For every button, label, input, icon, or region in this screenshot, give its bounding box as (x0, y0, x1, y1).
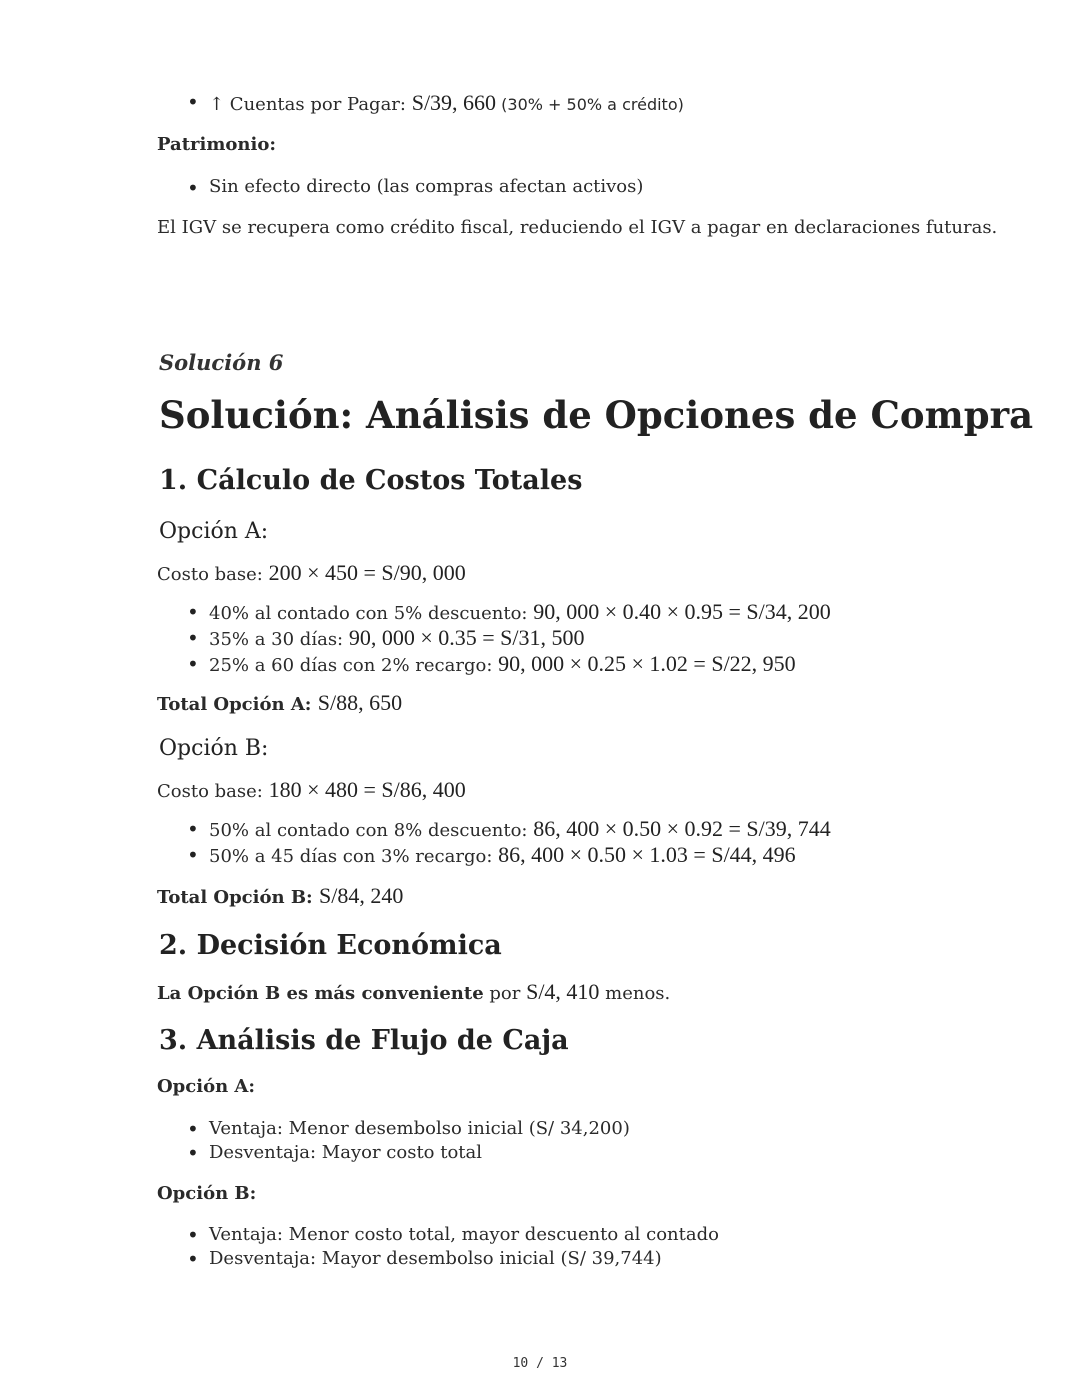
list-item: • Ventaja: Menor costo total, mayor descuento al contado (187, 1223, 719, 1247)
item-text: 25% a 60 días con 2% recargo: (209, 655, 499, 676)
base-label: Costo base: (157, 781, 269, 802)
list-item: • Ventaja: Menor desembolso inicial (S/ 34,200) (187, 1117, 630, 1141)
list-item-note: (30% + 50% a crédito) (496, 95, 684, 114)
total-label: Total Opción A: (157, 694, 318, 715)
list-item: • Desventaja: Mayor costo total (187, 1141, 630, 1165)
item-text: 50% a 45 días con 3% recargo: (209, 846, 499, 867)
decision-math: S/4, 410 (526, 979, 600, 1004)
decision-bold: La Opción B es más conveniente (157, 983, 484, 1004)
option-a-breakdown (187, 600, 831, 678)
solution-label: Solución 6 (159, 350, 284, 375)
liabilities-list (187, 90, 684, 116)
cashflow-option-b-label: Opción B: (157, 1183, 257, 1204)
list-item-text: ↑ Cuentas por Pagar: (209, 94, 412, 115)
list-item (187, 600, 831, 626)
item-math: 90, 000 × 0.35 = S/31, 500 (348, 625, 585, 650)
cashflow-option-a-list (187, 1117, 630, 1165)
item-text: 35% a 30 días: (209, 629, 349, 650)
list-item (187, 843, 831, 869)
option-b-base (157, 777, 466, 803)
option-a-heading: Opción A: (159, 519, 269, 544)
decision-text (157, 979, 670, 1005)
list-item: • Desventaja: Mayor desembolso inicial (S/ 39,744) (187, 1247, 719, 1271)
option-a-base (157, 560, 466, 586)
cashflow-option-a-label: Opción A: (157, 1076, 256, 1097)
base-label: Costo base: (157, 564, 269, 585)
item-text: 40% al contado con 5% descuento: (209, 603, 534, 624)
section-heading-costs: 1. Cálculo de Costos Totales (159, 465, 583, 496)
patrimonio-label: Patrimonio: (157, 134, 276, 155)
list-item: • Sin efecto directo (las compras afectan activos) (187, 176, 643, 197)
base-math: 180 × 480 = S/86, 400 (268, 777, 466, 802)
igv-note: El IGV se recupera como crédito fiscal, reduciendo el IGV a pagar en declaraciones futuras. (157, 217, 998, 238)
item-math: 90, 000 × 0.40 × 0.95 = S/34, 200 (533, 599, 831, 624)
page-title: Solución: Análisis de Opciones de Compra (159, 393, 1034, 437)
option-a-total (157, 690, 402, 716)
total-math: S/84, 240 (318, 883, 404, 908)
total-math: S/88, 650 (317, 690, 403, 715)
list-item (187, 626, 831, 652)
base-math: 200 × 450 = S/90, 000 (268, 560, 466, 585)
list-item (187, 817, 831, 843)
decision-end: menos. (599, 983, 671, 1004)
option-b-breakdown (187, 817, 831, 869)
option-b-total (157, 883, 403, 909)
list-item (187, 652, 831, 678)
decision-mid: por (483, 983, 527, 1004)
total-label: Total Opción B: (157, 887, 319, 908)
page-number: 10 / 13 (512, 1356, 568, 1371)
list-item (187, 90, 684, 116)
option-b-heading: Opción B: (159, 736, 269, 761)
item-math: 86, 400 × 0.50 × 0.92 = S/39, 744 (533, 816, 831, 841)
item-text: 50% al contado con 8% descuento: (209, 820, 534, 841)
section-heading-decision: 2. Decisión Económica (159, 930, 502, 961)
cashflow-option-b-list (187, 1223, 719, 1271)
section-heading-cashflow: 3. Análisis de Flujo de Caja (159, 1025, 569, 1056)
item-math: 86, 400 × 0.50 × 1.03 = S/44, 496 (498, 842, 796, 867)
math-amount: S/39, 660 (411, 90, 497, 115)
item-math: 90, 000 × 0.25 × 1.02 = S/22, 950 (498, 651, 796, 676)
equity-list (187, 176, 643, 197)
